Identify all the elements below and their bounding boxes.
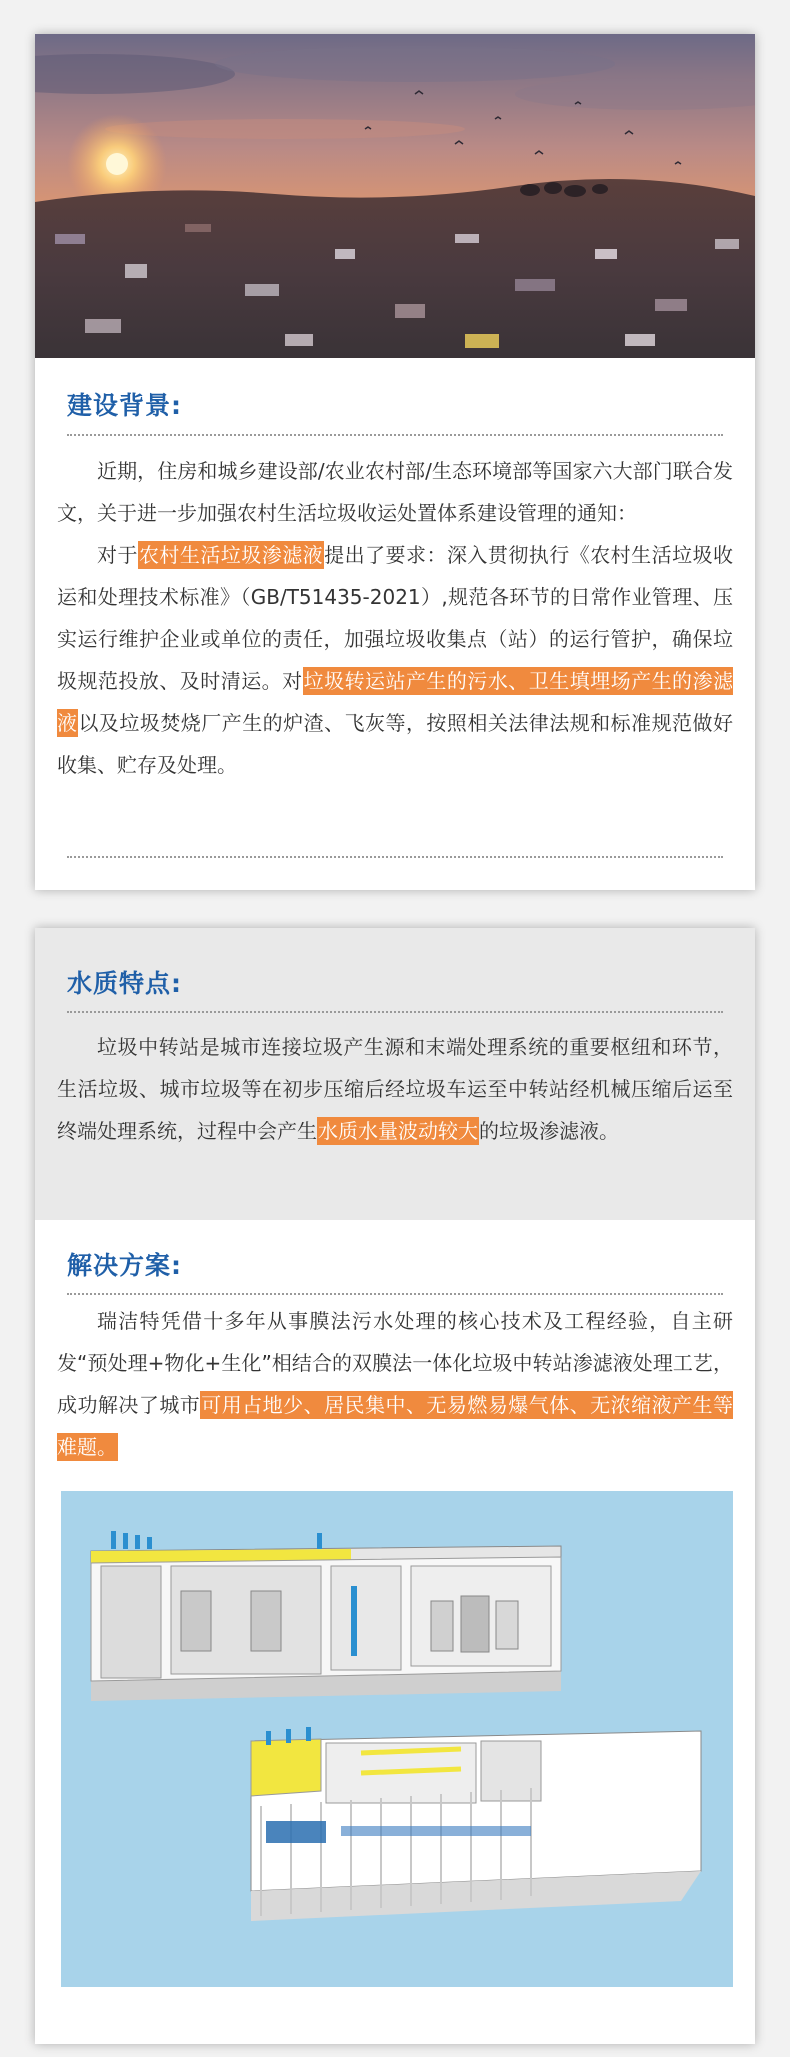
background-paragraph-1: 近期，住房和城乡建设部/农业农村部/生态环境部等国家六大部门联合发文，关于进一步加强农村生活垃圾收运处置体系建设管理的通知： <box>57 459 733 525</box>
background-paragraph-2 <box>57 534 733 786</box>
section-title-solution: 解决方案: <box>67 1251 182 1280</box>
text-segment: 垃圾中转站是城市连接垃圾产生源和末端处理系统的重要枢纽和环节，生活垃圾、城市垃圾等在初步压缩后经垃圾车运至中转站经机械压缩后运至终端处理系统，过程中会产生 <box>57 1035 733 1143</box>
text-segment: 瑞洁特凭借十多年从事膜法污水处理的核心技术及工程经验，自主研发“预处理+物化+生化”相结合的双膜法一体化垃圾中转站渗滤液处理工艺，成功解决了城市 <box>57 1309 733 1417</box>
text-segment: 的垃圾渗滤液。 <box>479 1119 619 1143</box>
text-segment: 以及垃圾焚烧厂产生的炉渣、飞灰等，按照相关法律法规和标准规范做好收集、贮存及处理。 <box>57 711 733 777</box>
container-illustration <box>61 1491 733 1987</box>
water-quality-card <box>35 928 755 2044</box>
highlight-solution-benefits: 可用占地少、居民集中、无易燃易爆气体、无浓缩液产生等难题。 <box>57 1393 733 1459</box>
water-quality-text <box>57 1026 733 1152</box>
solution-paragraph <box>57 1300 733 1468</box>
highlight-fluctuation: 水质水量波动较大 <box>318 1119 478 1143</box>
upper-container <box>91 1531 561 1701</box>
solution-text <box>57 1300 733 1468</box>
section-title-water-quality: 水质特点: <box>67 969 182 998</box>
landfill-illustration <box>35 34 755 358</box>
background-paragraphs <box>57 450 733 786</box>
dotted-divider <box>67 434 723 436</box>
landfill-sunset-image <box>35 34 755 358</box>
section-title-background: 建设背景: <box>67 391 182 420</box>
dotted-divider <box>67 1293 723 1295</box>
water-quality-paragraph <box>57 1026 733 1152</box>
background-card <box>35 34 755 890</box>
text-segment: 对于 <box>97 543 138 567</box>
lower-container <box>251 1727 701 1921</box>
dotted-divider <box>67 856 723 858</box>
dotted-divider <box>67 1011 723 1013</box>
highlight-transfer-station-leachate: 垃圾转运站产生的污水、卫生填埋场产生的渗滤液 <box>57 669 733 735</box>
highlight-rural-leachate: 农村生活垃圾渗滤液 <box>138 543 324 567</box>
container-equipment-image <box>61 1491 733 1987</box>
text-segment: 提出了要求：深入贯彻执行《农村生活垃圾收运和处理技术标准》（GB/T51435-2021）,规范各环节的日常作业管理、压实运行维护企业或单位的责任，加强垃圾收集点（站）的运行管护，确保垃圾规范投放、及时清运。对 <box>57 543 734 693</box>
